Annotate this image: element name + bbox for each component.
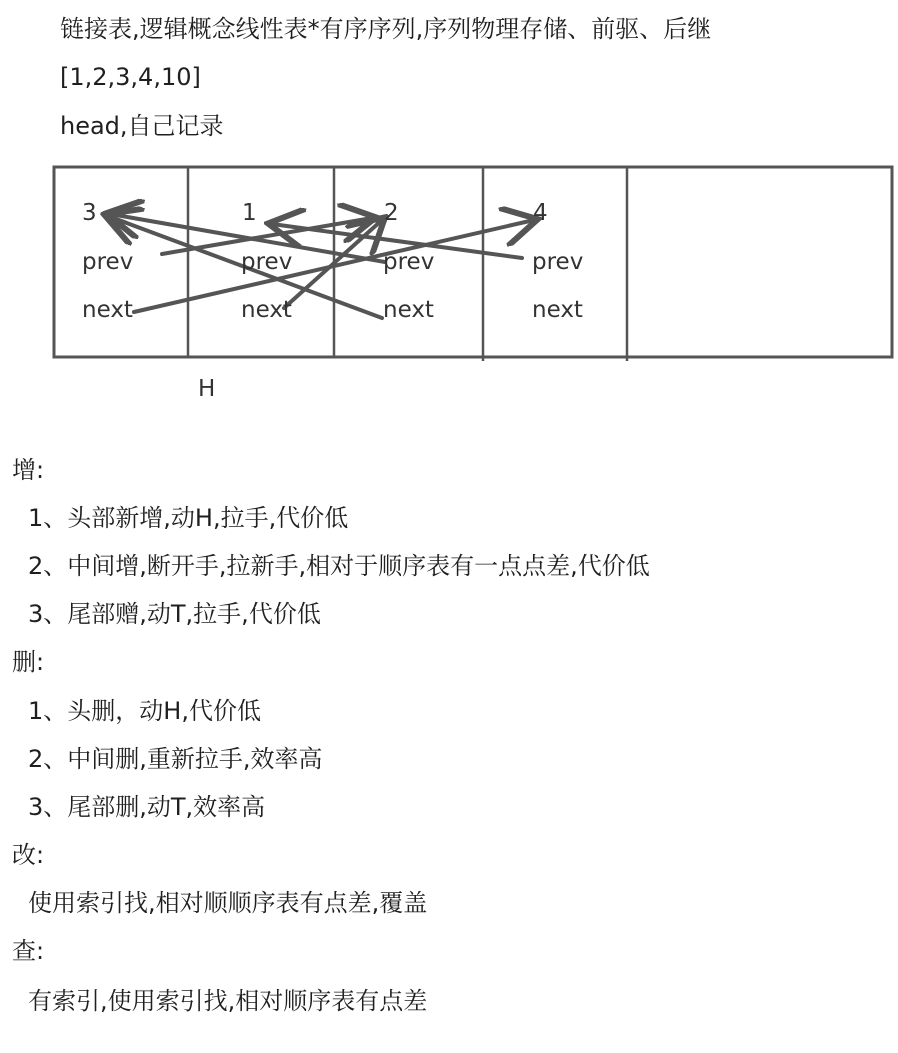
node-3-next: next: [383, 297, 434, 323]
section-add-item-1: 1、头部新增,动H,拉手,代价低: [28, 504, 349, 532]
section-delete-title: 删:: [12, 648, 45, 676]
intro-line-2: [1,2,3,4,10]: [60, 63, 201, 91]
linked-list-diagram: [0, 0, 898, 420]
section-delete-item-1: 1、头删，动H,代价低: [28, 697, 261, 725]
section-add-item-3: 3、尾部赠,动T,拉手,代价低: [28, 600, 321, 628]
section-modify-item-1: 使用索引找,相对顺顺序表有点差,覆盖: [28, 889, 428, 917]
node-3-prev: prev: [383, 249, 435, 275]
section-delete-item-2: 2、中间删,重新拉手,效率高: [28, 745, 323, 773]
node-2-prev: prev: [241, 249, 293, 275]
section-modify-title: 改:: [12, 841, 45, 869]
node-4-value: 4: [533, 200, 548, 226]
section-add-title: 增:: [12, 456, 45, 484]
head-label: H: [198, 376, 216, 402]
section-add-item-2: 2、中间增,断开手,拉新手,相对于顺序表有一点点差,代价低: [28, 552, 650, 580]
diagram-outer-box: [54, 167, 892, 357]
node-2-next: next: [241, 297, 292, 323]
node-1-value: 3: [82, 200, 97, 226]
section-query-item-1: 有索引,使用索引找,相对顺序表有点差: [28, 987, 428, 1015]
intro-line-1: 链接表,逻辑概念线性表*有序序列,序列物理存储、前驱、后继: [60, 15, 712, 43]
node-1-next: next: [82, 297, 133, 323]
node-4-next: next: [532, 297, 583, 323]
node-1-prev: prev: [82, 249, 134, 275]
node-4-prev: prev: [532, 249, 584, 275]
node-3-value: 2: [384, 200, 399, 226]
section-delete-item-3: 3、尾部删,动T,效率高: [28, 793, 266, 821]
section-query-title: 查:: [12, 937, 45, 965]
intro-line-3: head,自己记录: [60, 112, 224, 140]
node-2-value: 1: [242, 200, 257, 226]
